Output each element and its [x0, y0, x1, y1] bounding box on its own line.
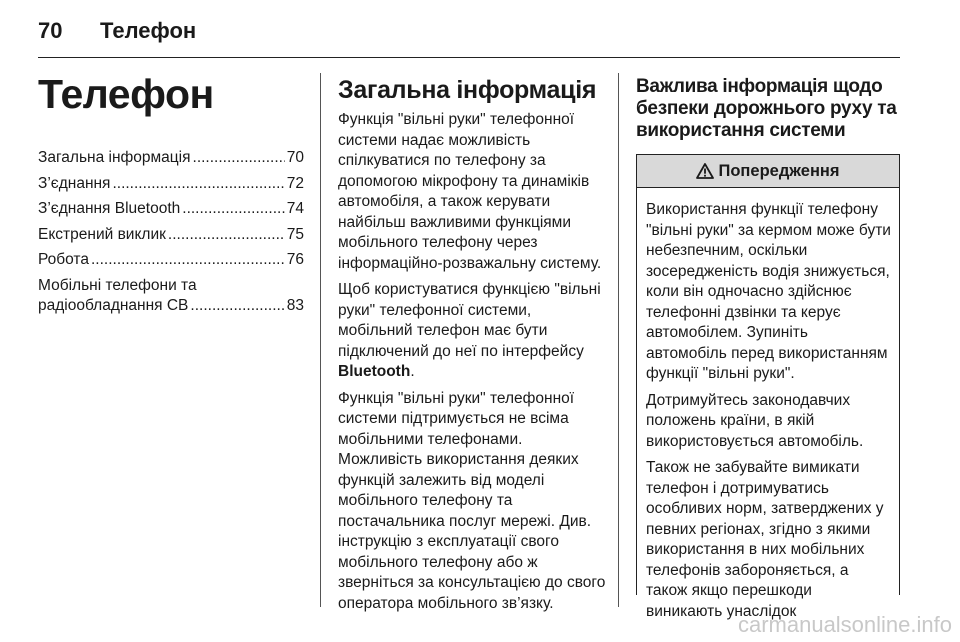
warning-paragraph: Використання функції телефону "вільні руки" за кермом може бути небезпечним, оскільки зосередженість водія знижується, коли він одночасно здійснює телефонні дзвінки та керує автомобілем. Зупиніть автомобіль перед використанням функції "вільні руки".	[646, 201, 891, 382]
toc-page: 83	[286, 297, 304, 314]
safety-column	[636, 76, 900, 620]
toc-leader	[91, 250, 285, 271]
header-rule	[38, 57, 900, 58]
watermark: carmanualsonline.info	[737, 612, 952, 637]
toc-item[interactable]	[38, 174, 304, 195]
toc-item[interactable]	[38, 250, 304, 271]
general-info-column	[338, 76, 606, 620]
section-heading: Важлива інформація щодо безпеки дорожнього руху та використання системи	[636, 76, 897, 141]
page-number: 70	[38, 18, 63, 43]
toc-label: З’єднання Bluetooth	[38, 200, 181, 217]
toc-label: радіообладнання CB	[38, 297, 189, 314]
paragraph: Функція "вільні руки" телефонної системи надає можливість спілкуватися по телефону за допомогою мікрофону та динаміків автомобіля, а також керувати найбільш важливими функціями мобільного телефону через інформаційно-розважальну систему.	[338, 111, 602, 272]
bluetooth-term: Bluetooth	[338, 363, 411, 380]
toc-item[interactable]	[38, 199, 304, 220]
paragraph-end: .	[410, 363, 415, 380]
paragraph: Функція "вільні руки" телефонної системи підтримується не всіма мобільними телефонами. Можливість використання деяких функцій залежить від моделі мобільного телефону та постачальника послуг мережі. Див. інструкцію з експлуатації свого мобільного телефону або ж зверніться за консультацією до свого оператора мобільного зв’язку.	[338, 389, 606, 612]
column-divider-1	[320, 73, 321, 607]
warning-paragraph: Також не забувайте вимикати телефон і дотримуватись особливих норм, затверджених у певних регіонах, згідно з якими використання в них мобільних телефонів забороняється, а також якщо перешкоди виникають унаслідок	[646, 459, 884, 620]
toc-leader	[193, 148, 285, 169]
toc-leader	[112, 174, 284, 195]
paragraph-text: Щоб користуватися функцією "вільні руки" телефонної системи, мобільний телефон має бути підключений до неї по інтерфейсу	[338, 281, 601, 360]
toc-page: 74	[286, 200, 304, 217]
warning-title: Попередження	[718, 161, 840, 180]
toc-label: Загальна інформація	[38, 149, 191, 166]
toc-label-line1: Мобільні телефони та	[38, 276, 197, 294]
warning-header	[637, 155, 899, 188]
toc-label: Екстрений виклик	[38, 225, 166, 243]
warning-paragraph: Дотримуйтесь законодавчих положень країни, в якій використовується автомобіль.	[646, 391, 864, 450]
toc-page: 76	[286, 251, 304, 268]
warning-triangle-icon	[696, 163, 714, 179]
section-heading: Загальна інформація	[338, 76, 597, 104]
toc-page: 70	[286, 149, 304, 166]
toc-leader	[182, 199, 284, 220]
paragraph	[338, 280, 606, 383]
toc-leader	[168, 225, 285, 246]
toc-label: Робота	[38, 251, 89, 268]
toc-item[interactable]	[38, 225, 304, 246]
toc-column	[38, 70, 304, 322]
header-title: Телефон	[100, 18, 197, 43]
toc-leader	[190, 296, 284, 317]
chapter-title: Телефон	[38, 71, 214, 117]
warning-body	[637, 188, 899, 622]
toc-item[interactable]	[38, 276, 304, 317]
toc-item[interactable]	[38, 148, 304, 169]
toc-page: 75	[286, 225, 304, 243]
column-divider-2	[618, 73, 619, 607]
toc-page: 72	[286, 174, 304, 192]
toc-label: З’єднання	[38, 174, 111, 192]
warning-box	[636, 154, 900, 620]
